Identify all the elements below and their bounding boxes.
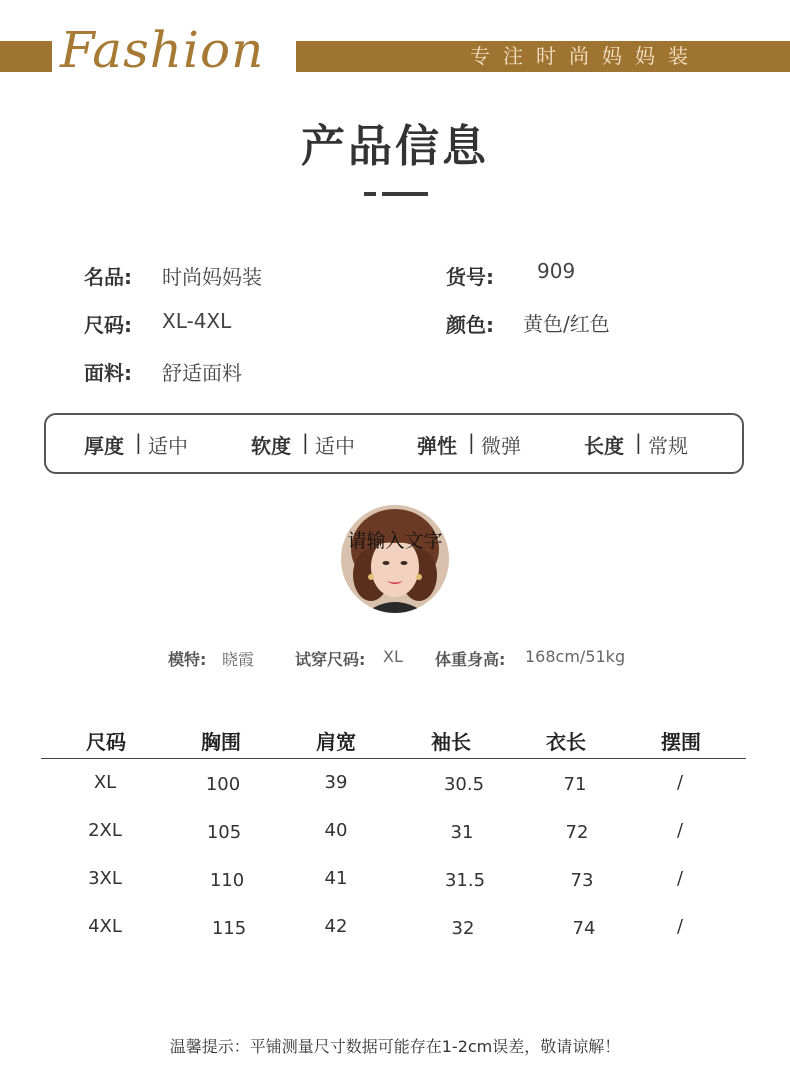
attr-separator: | xyxy=(302,430,309,454)
table-cell: 31.5 xyxy=(444,870,486,891)
table-header: 肩宽 xyxy=(316,730,356,754)
avatar-caption: 请输入文字 xyxy=(347,530,443,552)
table-cell: / xyxy=(676,916,684,937)
table-cell: XL xyxy=(93,772,117,793)
table-cell: 74 xyxy=(572,918,596,939)
brand-logo: Fashion xyxy=(60,21,265,79)
title-divider-short xyxy=(364,192,376,196)
table-header: 摆围 xyxy=(661,730,701,754)
code-label: 货号: xyxy=(446,265,494,289)
fabric-value: 舒适面料 xyxy=(162,361,242,385)
table-cell: 30.5 xyxy=(443,774,485,795)
attr-separator: | xyxy=(635,430,642,454)
attr-elasticity-value: 微弹 xyxy=(481,434,521,458)
table-header: 胸围 xyxy=(201,730,241,754)
attr-thickness-label: 厚度 xyxy=(84,434,124,458)
attr-separator: | xyxy=(468,430,475,454)
table-cell: 71 xyxy=(563,774,587,795)
attr-elasticity-label: 弹性 xyxy=(417,434,457,458)
table-header: 袖长 xyxy=(431,730,471,754)
table-cell: 4XL xyxy=(88,916,122,937)
table-header: 尺码 xyxy=(86,730,126,754)
model-portrait-icon xyxy=(341,505,449,613)
table-cell: 42 xyxy=(324,916,348,937)
color-value: 黄色/红色 xyxy=(523,312,610,336)
title-divider-long xyxy=(382,192,428,196)
table-cell: 3XL xyxy=(88,868,122,889)
table-cell: / xyxy=(676,772,684,793)
model-value: 晓霞 xyxy=(222,650,255,669)
page-title: 产品信息 xyxy=(301,121,489,172)
attr-separator: | xyxy=(135,430,142,454)
code-value: 909 xyxy=(537,259,576,283)
table-cell: 32 xyxy=(451,918,475,939)
trial-size-label: 试穿尺码: xyxy=(295,650,366,669)
table-cell: / xyxy=(676,820,684,841)
table-cell: 73 xyxy=(570,870,594,891)
table-cell: 40 xyxy=(324,820,348,841)
header-bar-left xyxy=(0,41,52,72)
table-cell: 2XL xyxy=(88,820,122,841)
attr-length-value: 常规 xyxy=(648,434,688,458)
table-header: 衣长 xyxy=(546,730,586,754)
name-value: 时尚妈妈装 xyxy=(162,265,262,289)
model-avatar xyxy=(341,505,449,613)
table-cell: 115 xyxy=(211,918,247,939)
color-label: 颜色: xyxy=(446,313,494,337)
table-cell: 110 xyxy=(209,870,245,891)
table-cell: 105 xyxy=(206,822,242,843)
attr-softness-label: 软度 xyxy=(251,434,291,458)
table-cell: 31 xyxy=(450,822,474,843)
table-cell: 39 xyxy=(324,772,348,793)
table-cell: 41 xyxy=(324,868,348,889)
attr-length-label: 长度 xyxy=(584,434,624,458)
table-cell: 72 xyxy=(565,822,589,843)
header-slogan: 专注时尚妈妈装 xyxy=(470,44,701,68)
body-value: 168cm/51kg xyxy=(525,647,626,666)
body-label: 体重身高: xyxy=(435,650,506,669)
measurement-tip: 温馨提示：平铺测量尺寸数据可能存在1-2cm误差，敬请谅解！ xyxy=(169,1037,621,1056)
model-label: 模特: xyxy=(168,650,207,669)
attr-thickness-value: 适中 xyxy=(148,434,188,458)
table-cell: 100 xyxy=(205,774,241,795)
table-cell: / xyxy=(676,868,684,889)
table-divider xyxy=(41,758,746,759)
name-label: 名品: xyxy=(84,265,132,289)
size-label: 尺码: xyxy=(84,313,132,337)
fabric-label: 面料: xyxy=(84,361,132,385)
trial-size-value: XL xyxy=(383,647,403,666)
size-value: XL-4XL xyxy=(162,309,232,333)
attr-softness-value: 适中 xyxy=(315,434,355,458)
